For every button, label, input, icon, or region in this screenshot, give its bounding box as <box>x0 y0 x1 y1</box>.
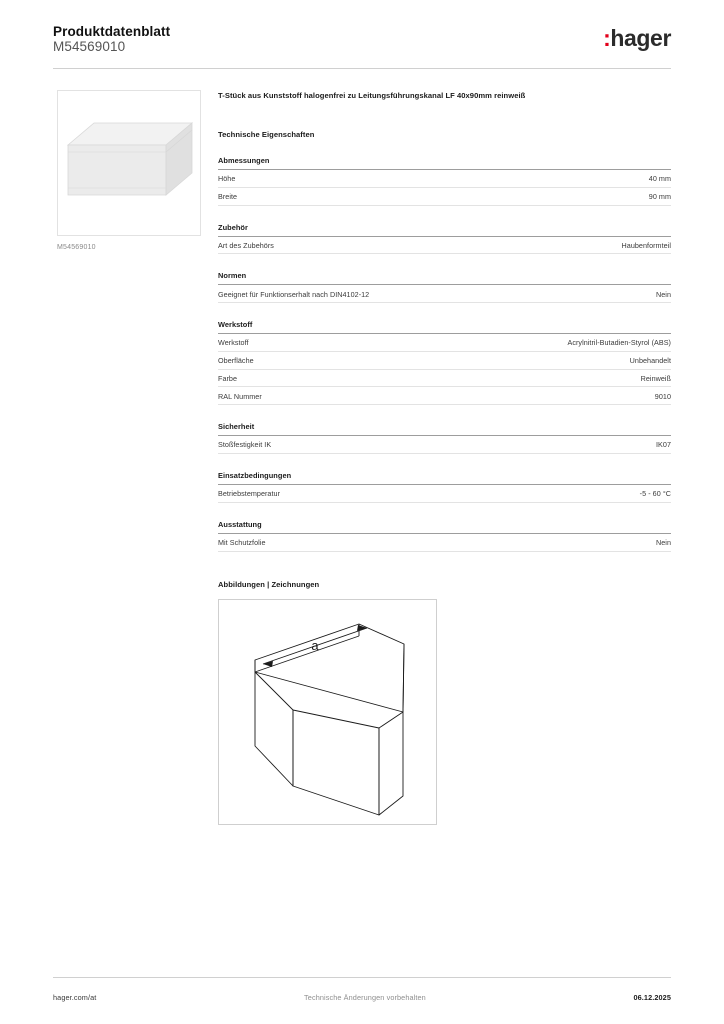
spec-key: RAL Nummer <box>218 391 262 401</box>
spec-row <box>218 170 671 188</box>
page-footer <box>53 993 671 1002</box>
technical-properties-heading: Technische Eigenschaften <box>218 130 315 139</box>
spec-group-title: Normen <box>218 271 671 285</box>
spec-value: -5 - 60 °C <box>639 489 671 499</box>
technical-drawing <box>218 599 437 825</box>
spec-row <box>218 352 671 370</box>
spec-value: Nein <box>656 289 671 299</box>
product-image <box>57 90 201 236</box>
spec-group-sicherheit <box>218 422 671 454</box>
drawing-svg <box>219 600 436 824</box>
logo-colon: : <box>603 25 611 51</box>
duct-illustration <box>66 121 194 207</box>
drawings-heading: Abbildungen | Zeichnungen <box>218 579 320 589</box>
spec-row <box>218 285 671 303</box>
spec-group-werkstoff <box>218 320 671 405</box>
spec-group-abmessungen <box>218 156 671 206</box>
spec-row <box>218 485 671 503</box>
spec-row <box>218 387 671 405</box>
spec-row <box>218 436 671 454</box>
spec-group-title: Abmessungen <box>218 156 671 170</box>
spec-group-title: Zubehör <box>218 223 671 237</box>
spec-value: Acrylnitril-Butadien-Styrol (ABS) <box>567 338 671 348</box>
spec-group-ausstattung <box>218 520 671 552</box>
spec-row <box>218 237 671 255</box>
spec-key: Mit Schutzfolie <box>218 538 266 547</box>
product-image-caption: M54569010 <box>57 244 96 251</box>
spec-key: Art des Zubehörs <box>218 240 274 250</box>
spec-key: Höhe <box>218 174 236 184</box>
spec-group-zubehoer <box>218 223 671 255</box>
spec-key: Stoßfestigkeit IK <box>218 440 272 450</box>
page-title: Produktdatenblatt <box>53 24 171 39</box>
spec-value: Nein <box>656 538 671 547</box>
spec-value: Reinweiß <box>640 373 671 383</box>
spec-key: Breite <box>218 191 238 201</box>
spec-group-normen <box>218 271 671 303</box>
spec-key: Betriebstemperatur <box>218 489 281 499</box>
footer-date: 06.12.2025 <box>633 993 671 1002</box>
article-number: M54569010 <box>53 39 126 54</box>
hager-logo <box>603 26 671 50</box>
spec-value: 40 mm <box>648 174 671 184</box>
spec-value: 9010 <box>654 391 671 401</box>
product-details <box>218 90 671 825</box>
spec-key: Geeignet für Funktionserhalt nach DIN4102-12 <box>218 289 370 299</box>
product-description: T-Stück aus Kunststoff halogenfrei zu Leitungsführungskanal LF 40x90mm reinweiß <box>218 91 526 100</box>
logo-text: hager <box>610 25 671 51</box>
spec-group-einsatzbedingungen <box>218 471 671 503</box>
spec-group-title: Sicherheit <box>218 422 671 436</box>
spec-group-title: Ausstattung <box>218 520 671 534</box>
spec-row <box>218 188 671 206</box>
dimension-label-a: a <box>311 637 319 653</box>
spec-key: Werkstoff <box>218 338 249 348</box>
spec-value: Unbehandelt <box>629 356 671 366</box>
header-titles <box>53 24 170 55</box>
spec-group-title: Einsatzbedingungen <box>218 471 671 485</box>
spec-row <box>218 334 671 352</box>
spec-key: Oberfläche <box>218 356 254 366</box>
spec-value: 90 mm <box>648 191 671 201</box>
spec-group-title: Werkstoff <box>218 320 671 334</box>
header-divider <box>53 68 671 69</box>
footer-website-link[interactable]: hager.com/at <box>53 993 97 1002</box>
spec-key: Farbe <box>218 373 238 383</box>
spec-row <box>218 534 671 552</box>
spec-value: Haubenformteil <box>621 240 671 250</box>
spec-value: IK07 <box>656 440 671 450</box>
footer-disclaimer: Technische Änderungen vorbehalten <box>304 993 426 1002</box>
page-header <box>53 24 671 55</box>
footer-divider <box>53 977 671 978</box>
spec-row <box>218 370 671 388</box>
